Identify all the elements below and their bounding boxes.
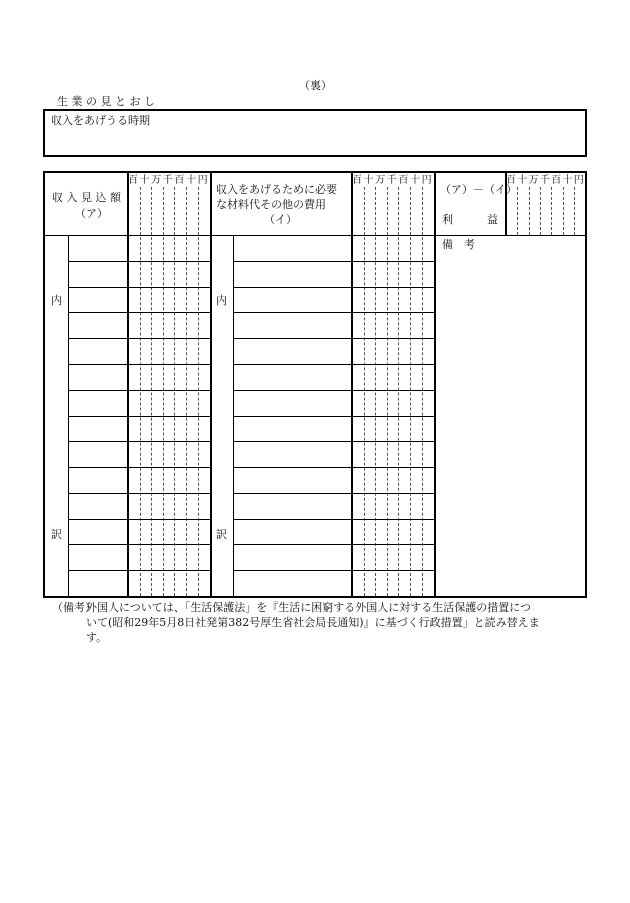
table-row-line <box>233 544 434 545</box>
digit-divider <box>163 187 164 596</box>
income-timing-field[interactable] <box>51 133 571 151</box>
table-row-line <box>68 519 210 520</box>
col-b-header-sub: （イ） <box>264 213 297 226</box>
amount-unit-label: 百 <box>174 175 185 186</box>
digit-divider <box>198 187 199 596</box>
table-row-line <box>233 416 434 417</box>
income-timing-label: 収入をあげうる時期 <box>51 114 150 127</box>
digit-divider <box>375 187 376 596</box>
col-c-profit-2: 益 <box>487 213 498 226</box>
table-row-line <box>233 312 434 313</box>
table-row-line <box>233 467 434 468</box>
divider-b-c <box>434 173 436 596</box>
amount-unit-label: 円 <box>573 175 584 186</box>
footnote-line-3: す。 <box>86 631 108 644</box>
amount-unit-label: 百 <box>398 175 409 186</box>
table-row-line <box>233 570 434 571</box>
table-row-line <box>233 261 434 262</box>
amount-unit-label: 円 <box>197 175 208 186</box>
table-row-line <box>68 390 210 391</box>
col-c-profit-1: 利 <box>442 213 453 226</box>
digit-divider <box>551 187 552 235</box>
table-row-line <box>68 441 210 442</box>
amount-unit-label: 千 <box>539 175 550 186</box>
table-row-line <box>68 312 210 313</box>
table-row-line <box>68 570 210 571</box>
digit-divider <box>174 187 175 596</box>
footnote-label: （備考） <box>52 601 96 614</box>
table-row-line <box>68 364 210 365</box>
table-row-line <box>68 416 210 417</box>
header-divider <box>45 235 585 236</box>
table-row-line <box>68 287 210 288</box>
digit-divider <box>574 187 575 235</box>
digit-divider <box>151 187 152 596</box>
amount-unit-label: 十 <box>363 175 374 186</box>
amount-unit-label: 十 <box>562 175 573 186</box>
digit-divider <box>563 187 564 235</box>
col-a-header-sub: （ア） <box>75 207 108 220</box>
digit-divider <box>517 187 518 235</box>
col-b-header: 収入をあげるために必要 <box>216 183 337 196</box>
page-side-label: （裏） <box>299 79 332 92</box>
digit-divider <box>387 187 388 596</box>
table-row-line <box>233 519 434 520</box>
table-row-line <box>233 338 434 339</box>
table-row-line <box>68 467 210 468</box>
amount-unit-label: 百 <box>506 175 516 186</box>
amount-unit-label: 百 <box>128 175 138 186</box>
digit-divider <box>186 187 187 596</box>
digit-divider <box>529 187 530 235</box>
digit-divider <box>410 187 411 596</box>
divider-a-units <box>127 173 129 596</box>
table-row-line <box>233 441 434 442</box>
table-row-line <box>233 493 434 494</box>
col-c-header: （ア）－（イ） <box>440 183 517 196</box>
table-row-line <box>233 364 434 365</box>
amount-unit-label: 千 <box>386 175 397 186</box>
amount-unit-label: 円 <box>421 175 432 186</box>
table-row-line <box>68 544 210 545</box>
breakdown-b-bottom: 訳 <box>216 528 227 541</box>
digit-divider <box>540 187 541 235</box>
amount-unit-label: 十 <box>517 175 528 186</box>
table-row-line <box>233 390 434 391</box>
table-row-line <box>68 493 210 494</box>
amount-unit-label: 百 <box>352 175 362 186</box>
breakdown-a-top: 内 <box>51 294 62 307</box>
breakdown-b-top: 内 <box>216 294 227 307</box>
amount-unit-label: 万 <box>151 175 162 186</box>
digit-divider <box>398 187 399 596</box>
col-a-header: 収 入 見 込 額 <box>52 191 121 204</box>
digit-divider <box>364 187 365 596</box>
table-row-line <box>233 287 434 288</box>
digit-divider <box>140 187 141 596</box>
amount-unit-label: 百 <box>551 175 562 186</box>
amount-unit-label: 万 <box>375 175 386 186</box>
breakdown-a-bottom: 訳 <box>51 528 62 541</box>
col-b-header-2: な材料代その他の費用 <box>216 198 326 211</box>
table-row-line <box>68 261 210 262</box>
amount-unit-label: 十 <box>139 175 150 186</box>
digit-divider <box>422 187 423 596</box>
income-table <box>43 171 587 598</box>
table-row-line <box>68 338 210 339</box>
divider-b-units <box>351 173 353 596</box>
footnote-line-1: 外国人については、「生活保護法」を『生活に困窮する外国人に対する生活保護の措置につ <box>86 601 532 614</box>
remarks-label: 備 考 <box>442 238 475 251</box>
income-timing-box <box>43 109 587 157</box>
amount-unit-label: 万 <box>528 175 539 186</box>
amount-unit-label: 十 <box>186 175 196 186</box>
footnote-line-2: いて(昭和29年5月8日社発第382号厚生省社会局長通知)』に基づく行政措置」と読み替えま <box>86 616 540 629</box>
divider-a-b <box>210 173 212 596</box>
amount-unit-label: 十 <box>410 175 420 186</box>
section-title: 生 業 の 見 と お し <box>57 95 155 108</box>
amount-unit-label: 千 <box>162 175 173 186</box>
